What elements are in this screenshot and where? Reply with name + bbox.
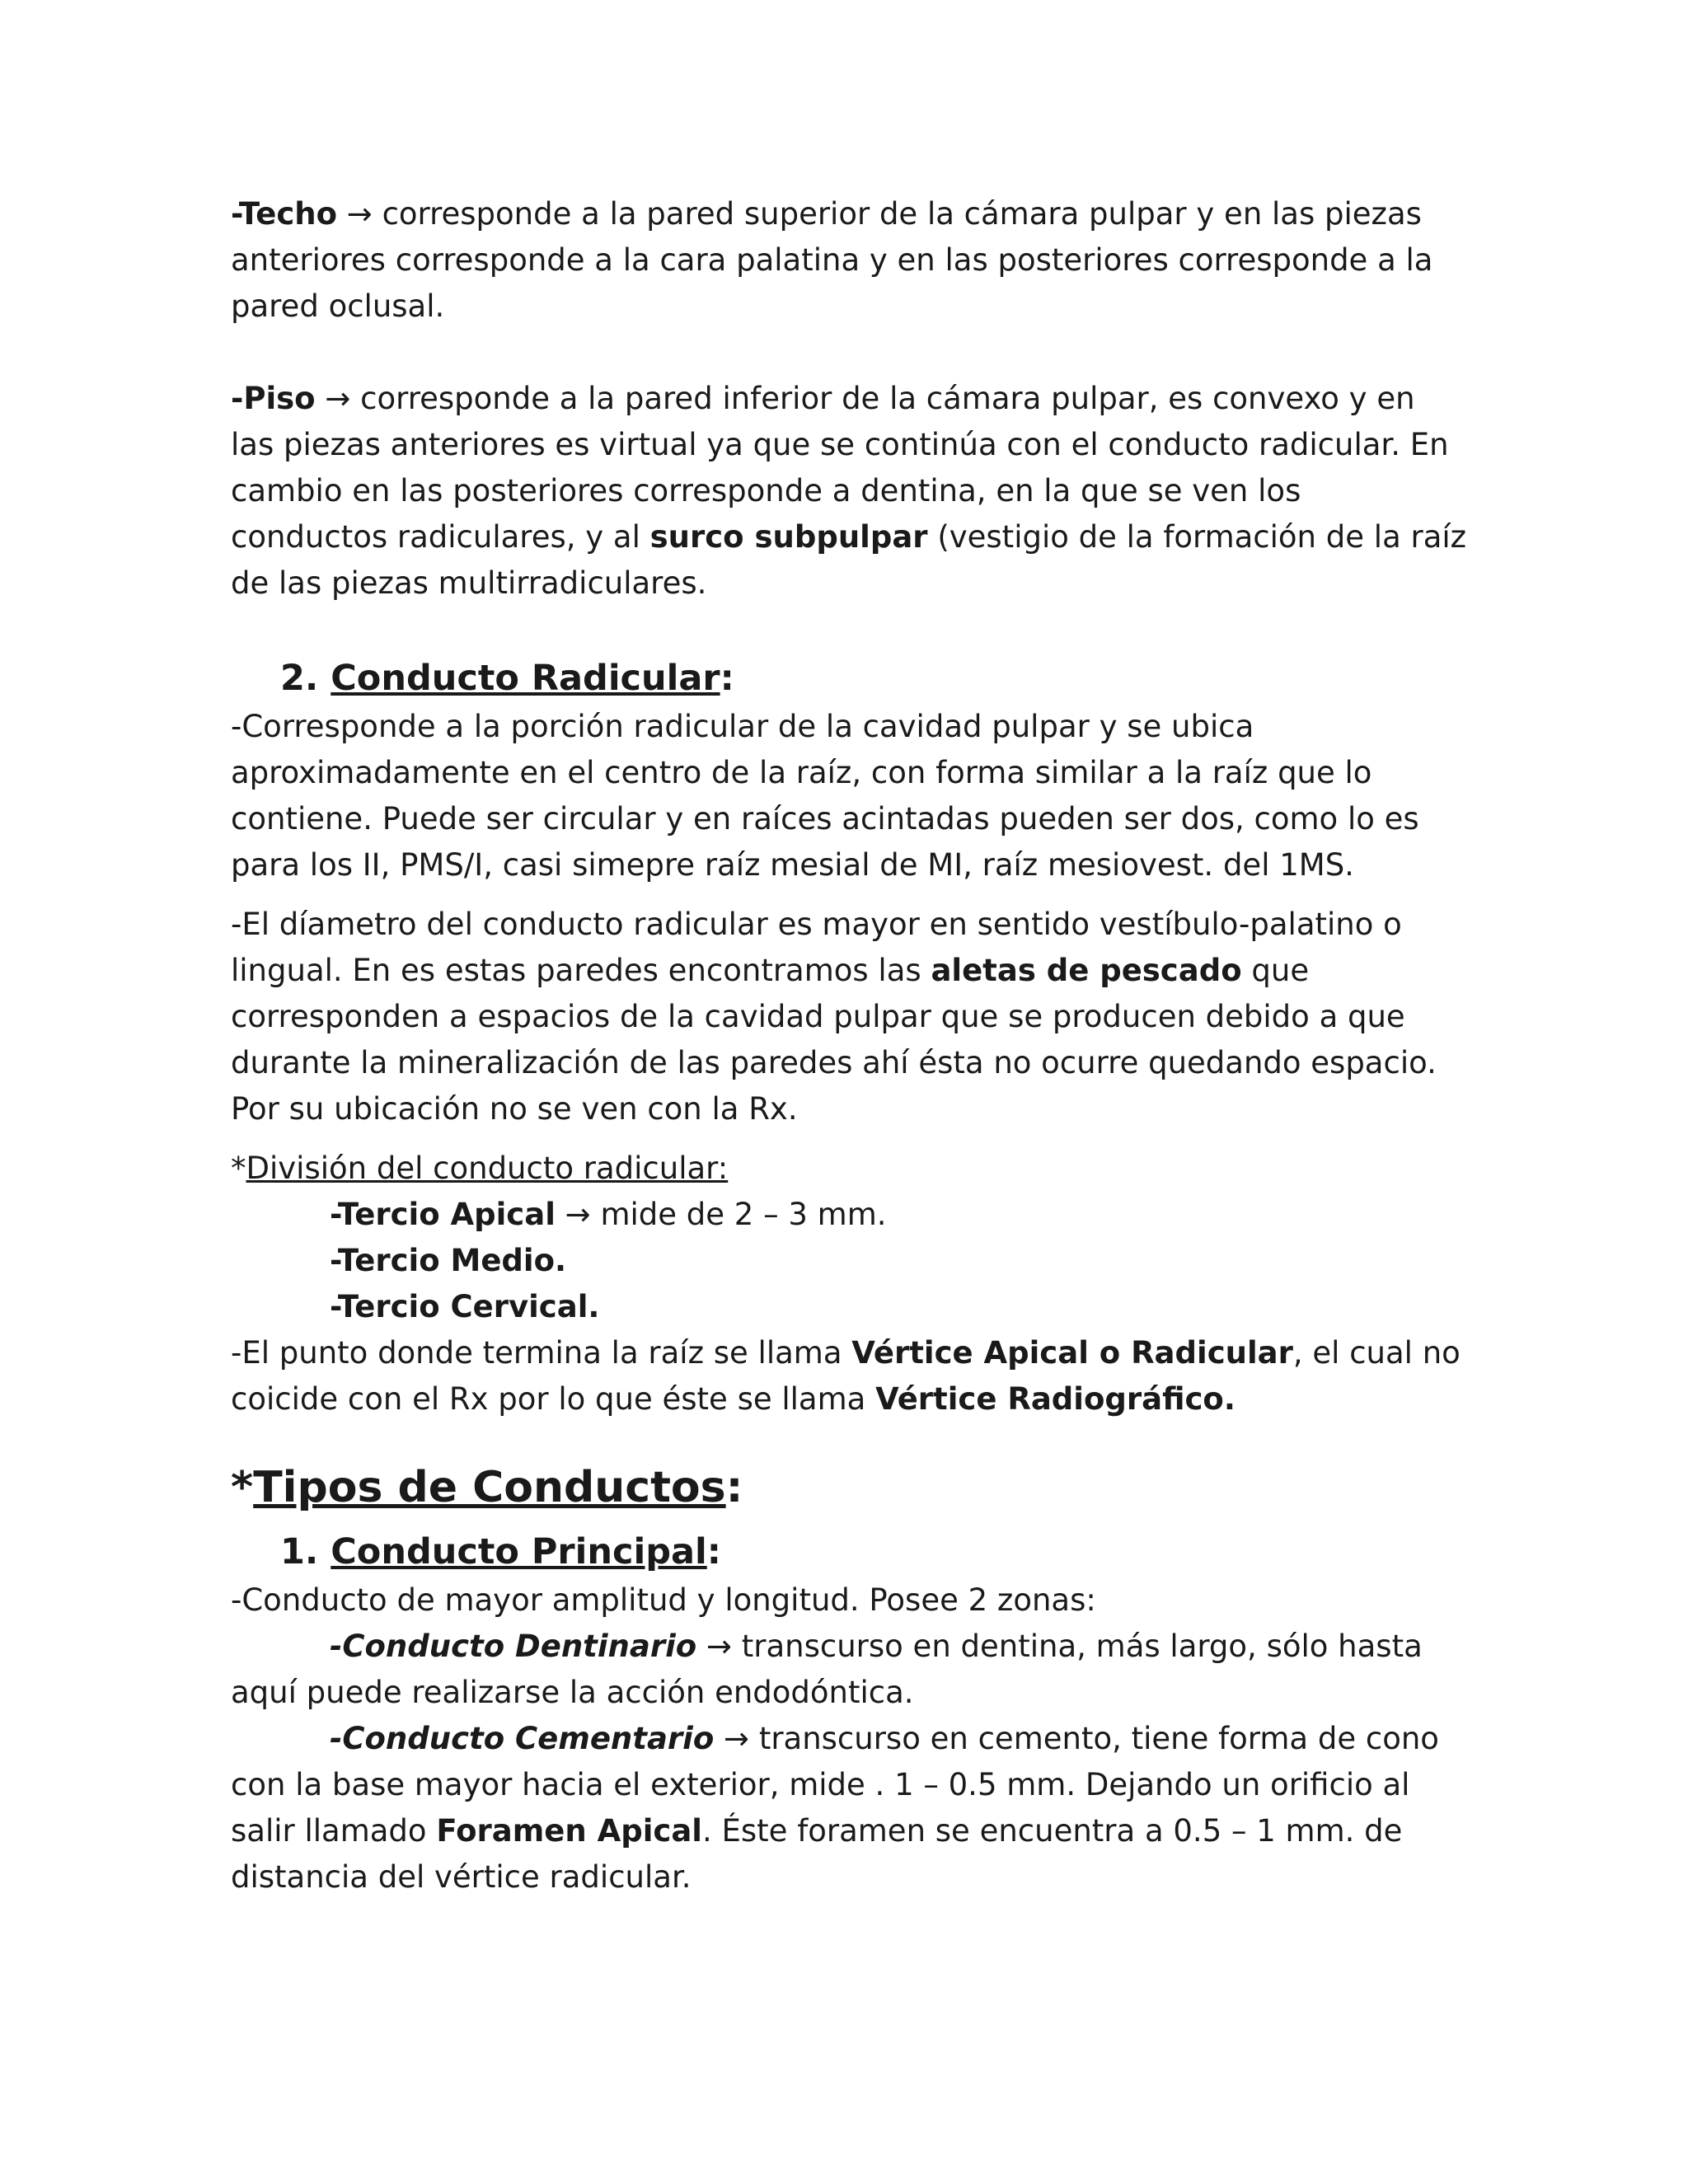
arrow-icon: → — [724, 1721, 750, 1756]
document-page — [231, 191, 1467, 1900]
radicular-paragraph-1: -Corresponde a la porción radicular de la cavidad pulpar y se ubica aproximadamente en el centro de la raíz, con forma similar a la raíz que lo contiene. Puede ser circular y en raíces acintadas pueden ser dos, como lo es para los II, PMS/I, casi simepre raíz mesial de MI, raíz mesiovest. del 1MS. — [231, 709, 1419, 883]
cementario-text-a: transcurso en cemento, tiene forma de cono con la base mayor hacia el exterior, mide . 1 – 0.5 mm. Dejando un orificio al salir llamado — [231, 1721, 1439, 1849]
radicular-text-b: que corresponden a espacios de la cavidad pulpar que se producen debido a que durante la mineralización de las paredes ahí ésta no ocurre quedando espacio. Por su ubicación no se ven con la Rx. — [231, 953, 1437, 1127]
section-heading-conducto-radicular — [280, 653, 1467, 704]
tercio-apical-text: mide de 2 – 3 mm. — [600, 1197, 887, 1232]
dentinario-term: -Conducto Dentinario — [330, 1629, 697, 1664]
vertice-bold-1: Vértice Apical o Radicular — [851, 1335, 1293, 1371]
dentinario-text: transcurso en dentina, más largo, sólo hasta aquí puede realizarse la acción endodóntica. — [231, 1629, 1423, 1710]
vertice-bold-2: Vértice Radiográfico. — [875, 1381, 1236, 1417]
radicular-paragraph-2 — [231, 902, 1467, 1132]
piso-paragraph — [231, 376, 1467, 607]
tercio-cervical-line — [231, 1284, 1467, 1330]
section-title: Conducto Radicular — [331, 658, 720, 699]
techo-term: -Techo — [231, 196, 338, 232]
division-heading — [231, 1146, 1467, 1192]
aletas-bold: aletas de pescado — [931, 953, 1242, 988]
vertice-text-b: , el cual no coicide con el Rx por lo que éste se llama — [231, 1335, 1461, 1417]
tipos-colon: : — [725, 1463, 743, 1512]
tercio-medio: -Tercio Medio. — [330, 1243, 567, 1278]
tipos-heading — [231, 1459, 1467, 1516]
section-colon: : — [706, 1531, 721, 1572]
principal-intro: -Conducto de mayor amplitud y longitud. Posee 2 zonas: — [231, 1582, 1096, 1618]
tipos-star: * — [231, 1463, 254, 1512]
techo-text: corresponde a la pared superior de la cámara pulpar y en las piezas anteriores corresponde a la cara palatina y en las posteriores corresponde a la pared oclusal. — [231, 196, 1433, 324]
tercio-medio-line — [231, 1238, 1467, 1284]
tercio-cervical: -Tercio Cervical. — [330, 1289, 600, 1324]
piso-text-a: corresponde a la pared inferior de la cámara pulpar, es convexo y en las piezas anteriores es virtual ya que se continúa con el conducto radicular. En cambio en las posteriores corresponde a dentina, en la que se ven los conductos radiculares, y al — [231, 381, 1449, 555]
tercio-apical: -Tercio Apical — [330, 1197, 556, 1232]
arrow-icon: → — [325, 381, 351, 416]
dentinario-paragraph — [231, 1624, 1467, 1716]
tercio-apical-line — [231, 1192, 1467, 1238]
section-heading-conducto-principal — [280, 1526, 1467, 1577]
arrow-icon: → — [706, 1629, 732, 1664]
radicular-text-a: -El díametro del conducto radicular es mayor en sentido vestíbulo-palatino o lingual. En es estas paredes encontramos las — [231, 907, 1402, 988]
vertice-text-a: -El punto donde termina la raíz se llama — [231, 1335, 842, 1371]
foramen-bold: Foramen Apical — [436, 1813, 702, 1849]
tipos-title: Tipos de Conductos — [253, 1463, 726, 1512]
arrow-icon: → — [346, 196, 373, 232]
section-title: Conducto Principal — [331, 1531, 707, 1572]
cementario-term: -Conducto Cementario — [330, 1721, 715, 1756]
section-number: 2. — [280, 658, 319, 699]
piso-text-b: (vestigio de la formación de la raíz de las piezas multirradiculares. — [231, 519, 1467, 601]
division-star: * — [231, 1151, 246, 1186]
division-title: División del conducto radicular: — [246, 1151, 729, 1186]
piso-term: -Piso — [231, 381, 316, 416]
arrow-icon: → — [565, 1197, 591, 1232]
piso-bold: surco subpulpar — [649, 519, 928, 555]
cementario-text-b: . Éste foramen se encuentra a 0.5 – 1 mm. de distancia del vértice radicular. — [231, 1813, 1403, 1895]
vertice-paragraph — [231, 1330, 1467, 1422]
cementario-paragraph — [231, 1716, 1467, 1900]
section-number: 1. — [280, 1531, 319, 1572]
section-colon: : — [720, 658, 734, 699]
techo-paragraph — [231, 191, 1467, 330]
